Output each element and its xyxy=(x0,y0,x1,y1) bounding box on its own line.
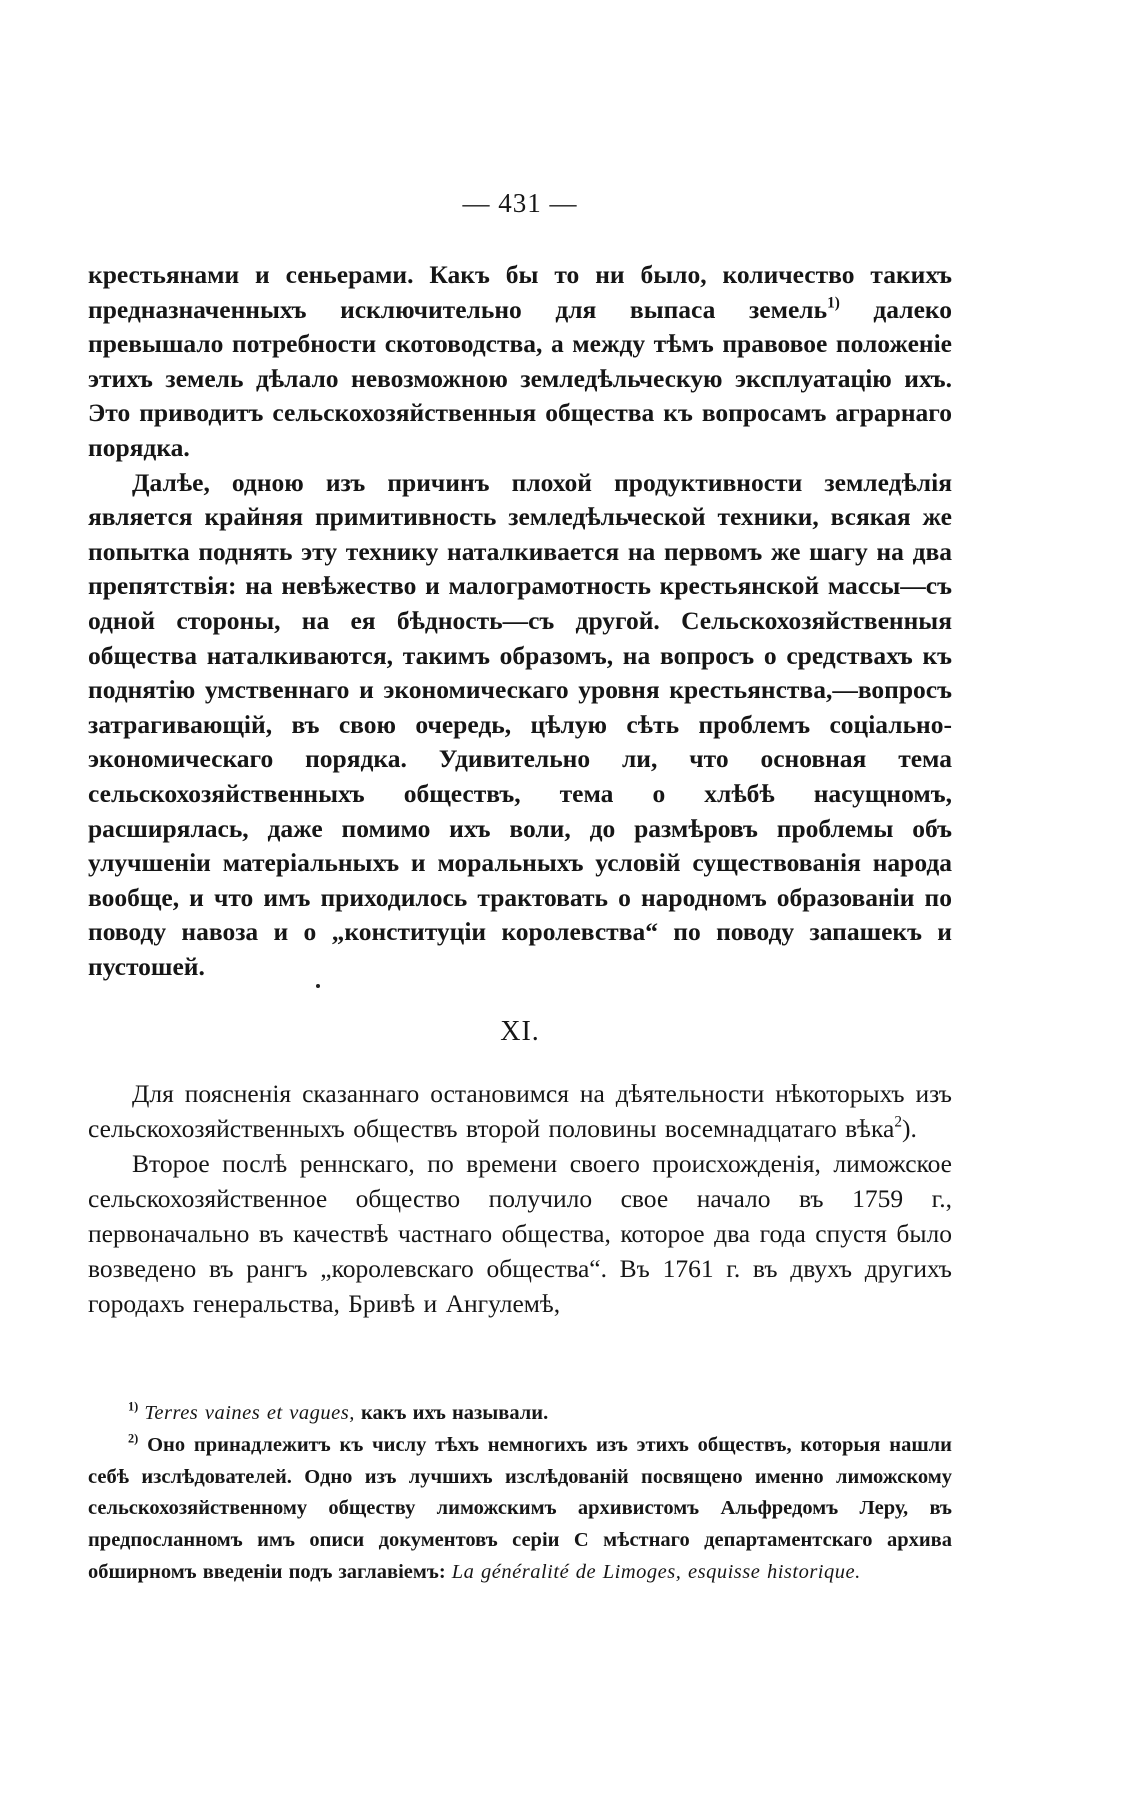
paragraph-3-text-a: Для поясненія сказаннаго остановимся на дѣятельности нѣкоторыхъ изъ сельскохозяйственныхъ обществъ второй половины восемнадцатаго вѣка xyxy=(88,1079,952,1143)
footnote-2 xyxy=(88,1430,952,1589)
footnote-1-italic: Terres vaines et vagues, xyxy=(144,1402,355,1424)
print-speck xyxy=(316,984,320,988)
paragraph-2: Далѣе, одною изъ причинъ плохой продуктивности земледѣлія является крайняя примитивность земледѣльческой техники, всякая же попытка поднять эту технику наталкивается на первомъ же шагу на два препятствія: на невѣжество и малограмотность крестьянской массы—съ одной стороны, на ея бѣдность—съ другой. Сельскохозяйственныя общества наталкиваются, такимъ образомъ, на вопросъ о средствахъ къ поднятію умственнаго и экономическаго уровня крестьянства,—вопросъ затрагивающій, въ свою очередь, цѣлую сѣть проблемъ соціально-экономическаго порядка. Удивительно ли, что основная тема сельскохозяйственныхъ обществъ, тема о хлѣбѣ насущномъ, расширялась, даже помимо ихъ воли, до размѣровъ проблемы объ улучшеніи матеріальныхъ и моральныхъ условій существованія народа вообще, и что имъ приходилось трактовать о народномъ образованіи по поводу навоза и о „конституціи королевства“ по поводу запашекъ и пустошей. xyxy=(88,467,952,981)
paragraph-continued xyxy=(88,258,952,466)
paragraph-3 xyxy=(88,1076,952,1146)
footnote-ref-2: 2 xyxy=(894,1113,903,1131)
footnote-ref-1: 1) xyxy=(827,293,840,311)
section-heading: XI. xyxy=(500,1016,540,1047)
footnote-2-mark: 2) xyxy=(128,1431,139,1446)
footnote-1-mark: 1) xyxy=(128,1399,139,1414)
footnote-1-text: какъ ихъ называли. xyxy=(354,1402,549,1424)
footnotes xyxy=(88,1398,952,1589)
paragraph-1-text-a: крестьянами и сеньерами. Какъ бы то ни было, количество такихъ предназначенныхъ исключительно для выпаса земель xyxy=(88,260,952,324)
footnote-2-text: Оно принадлежитъ къ числу тѣхъ немногихъ изъ этихъ обществъ, которыя нашли себѣ изслѣдователей. Одно изъ лучшихъ изслѣдованій посвящено именно лиможскому сельскохозяйственному обществу лиможскимъ архивистомъ Альфредомъ Леру, въ предпосланномъ имъ описи документовъ серіи С мѣстнаго департаментскаго архива обширномъ введеніи подъ заглавіемъ: xyxy=(88,1433,952,1583)
footnote-1 xyxy=(88,1398,952,1430)
book-page xyxy=(88,0,952,1812)
body-text-bottom xyxy=(88,1076,952,1321)
footnote-2-italic: La généralité de Limoges, esquisse historique. xyxy=(451,1560,861,1583)
body-text-top xyxy=(88,258,952,984)
paragraph-4: Второе послѣ реннскаго, по времени своего происхожденія, лиможское сельскохозяйственное общество получило свое начало въ 1759 г., первоначально въ качествѣ частнаго общества, которое два года спустя было возведено въ рангъ „королевскаго общества“. Въ 1761 г. въ двухъ другихъ городахъ генеральства, Бривѣ и Ангулемѣ, xyxy=(88,1149,952,1318)
paragraph-1-text-b: далеко превышало потребности скотоводства, а между тѣмъ правовое положеніе этихъ земель дѣлало невозможною земледѣльческую эксплуатацію ихъ. Это приводитъ сельскохозяйственныя общества къ вопросамъ аграрнаго порядка. xyxy=(88,294,952,462)
paragraph-3-text-b: ). xyxy=(902,1114,917,1143)
page-number: — 431 — xyxy=(462,188,578,218)
